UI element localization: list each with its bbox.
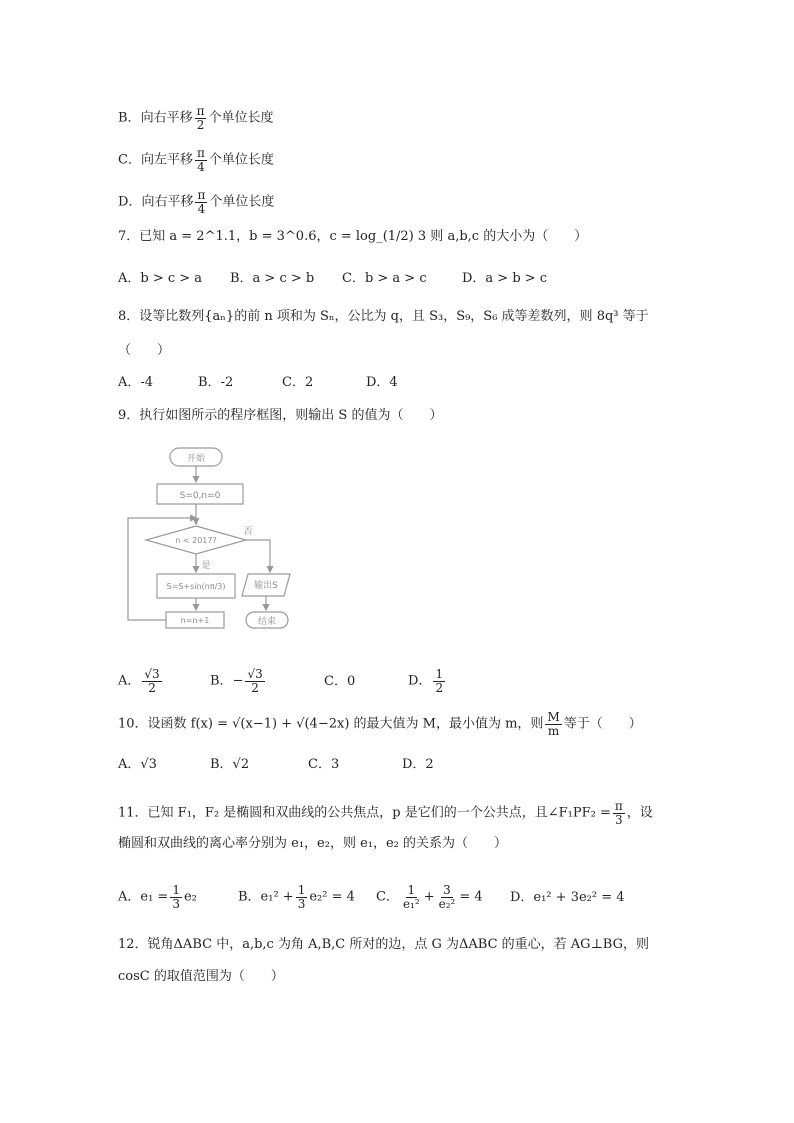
q7-option-a: A．b > c > a bbox=[118, 271, 203, 286]
q10-options bbox=[118, 756, 434, 774]
flow-cond-text: n < 2017? bbox=[175, 536, 217, 545]
flow-output-text: 输出S bbox=[254, 581, 278, 591]
q6-option-b: B．向右平移 $\frac{\pi}{2}$ 个单位长度 bbox=[118, 104, 274, 132]
flow-yes-label: 是 bbox=[201, 561, 211, 571]
q8-stem: 8．设等比数列{aₙ}的前 n 项和为 Sₙ，公比为 q，且 S₃，S₉，S₆ 成等差数列，则 8q³ 等于 bbox=[118, 309, 649, 324]
q10-stem: 10．设函数 f(x) = √(x−1) + √(4−2x) 的最大值为 M，最小值为 m，则 $\frac{M}{m}$ 等于（ ） bbox=[118, 710, 642, 738]
q9-option-d: D． $\frac{1}{2}$ bbox=[408, 667, 444, 695]
q10-option-c: C．3 bbox=[308, 757, 340, 772]
q11-option-d: D．e₁² + 3e₂² = 4 bbox=[510, 889, 625, 905]
q8-option-b: B．-2 bbox=[198, 375, 234, 390]
flow-start-text: 开始 bbox=[186, 454, 206, 464]
flow-end-text: 结束 bbox=[257, 617, 277, 627]
q9-stem: 9．执行如图所示的程序框图，则输出 S 的值为（ ） bbox=[118, 408, 443, 423]
q7-options bbox=[118, 270, 547, 288]
q10-option-b: B．√2 bbox=[210, 757, 250, 772]
q7-stem: 7．已知 a = 2^1.1，b = 3^0.6，c = log_(1/2) 3 则 a,b,c 的大小为（ ） bbox=[118, 229, 588, 244]
q8-option-a: A．-4 bbox=[118, 375, 154, 390]
q8-paren: （ ） bbox=[118, 343, 171, 358]
q7-option-d: D．a > b > c bbox=[462, 271, 548, 286]
flow-inc-text: n=n+1 bbox=[180, 616, 210, 625]
q10-option-a: A．√3 bbox=[118, 757, 157, 772]
flow-update-text: S=S+sin(nπ/3) bbox=[166, 582, 226, 591]
q8-option-d: D．4 bbox=[366, 375, 398, 390]
q11-option-c: C． $\frac{1}{\text{e₁²}}$ + $\frac{3}{\text{e₂²}}$ = 4 bbox=[376, 883, 483, 911]
q8-options bbox=[118, 374, 398, 392]
q11-option-b: B．e₁² + $\frac{1}{3}$ e₂² = 4 bbox=[238, 883, 355, 911]
q7-option-b: B．a > c > b bbox=[230, 271, 315, 286]
q9-option-c: C．0 bbox=[324, 673, 356, 689]
q11-options bbox=[118, 884, 625, 910]
flow-init-text: S=0,n=0 bbox=[179, 491, 221, 501]
q9-option-b: B．− $\frac{√3}{2}$ bbox=[210, 667, 263, 695]
q8-option-c: C．2 bbox=[282, 375, 314, 390]
q12-stem: 12．锐角ΔABC 中，a,b,c 为角 A,B,C 所对的边，点 G 为ΔABC 的重心，若 AG⊥BG，则 bbox=[118, 937, 649, 952]
q11-stem: 11．已知 F₁，F₂ 是椭圆和双曲线的公共焦点，p 是它们的一个公共点，且∠F₁PF₂ = $\frac{\pi}{3}$ ，设 bbox=[118, 799, 653, 827]
q6-option-d: D．向右平移 $\frac{\pi}{4}$ 个单位长度 bbox=[118, 188, 275, 216]
q9-options bbox=[118, 668, 447, 694]
q11-option-a: A．e₁ = $\frac{1}{3}$ e₂ bbox=[118, 883, 197, 911]
q12-stem-2: cosC 的取值范围为（ ） bbox=[118, 969, 284, 984]
q9-option-a: A． $\frac{√3}{2}$ bbox=[118, 667, 160, 695]
q6-option-c: C．向左平移 $\frac{\pi}{4}$ 个单位长度 bbox=[118, 146, 274, 174]
q10-option-d: D．2 bbox=[402, 757, 434, 772]
q7-option-c: C．b > a > c bbox=[342, 271, 427, 286]
q11-stem-2: 椭圆和双曲线的离心率分别为 e₁，e₂，则 e₁，e₂ 的关系为（ ） bbox=[118, 836, 508, 851]
q9-flowchart bbox=[124, 444, 294, 636]
flow-no-label: 否 bbox=[243, 527, 253, 537]
